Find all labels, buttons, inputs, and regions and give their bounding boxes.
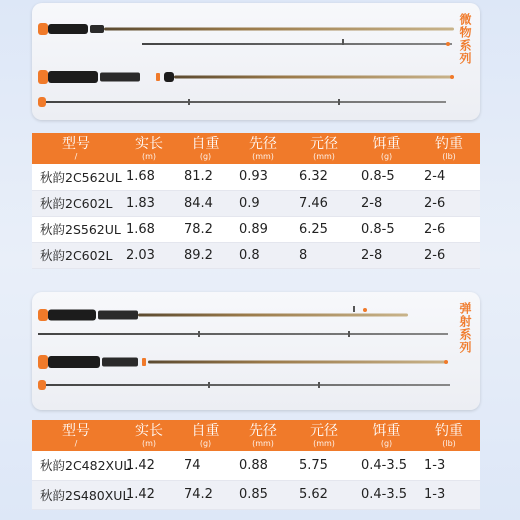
table-cell: 0.85 <box>233 480 293 509</box>
table-cell: 1-3 <box>418 451 480 480</box>
table-cell: 6.25 <box>293 216 355 242</box>
spec-table-shooting-series <box>32 420 480 510</box>
table-cell: 0.8-5 <box>355 216 418 242</box>
table-cell: 秋韵2C562UL <box>32 164 120 190</box>
table-cell: 81.2 <box>178 164 233 190</box>
table-cell: 秋韵2C602L <box>32 242 120 268</box>
table-cell: 6.32 <box>293 164 355 190</box>
column-header: 元径 (mm) <box>293 133 355 164</box>
spec-table-micro-series <box>32 133 480 269</box>
table-cell: 1-3 <box>418 480 480 509</box>
table-cell: 2-6 <box>418 190 480 216</box>
table-cell: 秋韵2C482XUL <box>32 451 120 480</box>
rod-image <box>38 306 458 324</box>
column-header: 实长 (m) <box>120 133 178 164</box>
table-cell: 7.46 <box>293 190 355 216</box>
table-row <box>32 216 480 242</box>
table-cell: 0.4-3.5 <box>355 480 418 509</box>
column-header: 饵重 (g) <box>355 133 418 164</box>
table-cell: 2-6 <box>418 242 480 268</box>
table-cell: 2-8 <box>355 190 418 216</box>
column-header: 钓重 (lb) <box>418 133 480 164</box>
table-cell: 0.8-5 <box>355 164 418 190</box>
column-header: 先径 (mm) <box>233 420 293 451</box>
column-header: 元径 (mm) <box>293 420 355 451</box>
table-cell: 1.68 <box>120 164 178 190</box>
table-cell: 8 <box>293 242 355 268</box>
column-header: 自重 (g) <box>178 133 233 164</box>
product-image-micro-series <box>32 3 480 120</box>
table-header-row <box>32 420 480 451</box>
table-cell: 1.42 <box>120 480 178 509</box>
table-cell: 0.93 <box>233 164 293 190</box>
table-row <box>32 190 480 216</box>
table-cell: 5.62 <box>293 480 355 509</box>
table-row <box>32 164 480 190</box>
table-cell: 5.75 <box>293 451 355 480</box>
table-row <box>32 242 480 268</box>
table-cell: 秋韵2C602L <box>32 190 120 216</box>
table-header-row <box>32 133 480 164</box>
table-cell: 1.68 <box>120 216 178 242</box>
rod-image <box>38 21 458 37</box>
table-cell: 74.2 <box>178 480 233 509</box>
rod-image <box>38 352 458 372</box>
column-header: 钓重 (lb) <box>418 420 480 451</box>
rod-section-image <box>38 378 458 392</box>
table-cell: 74 <box>178 451 233 480</box>
column-header: 实长 (m) <box>120 420 178 451</box>
rod-section-image <box>38 95 458 109</box>
column-header: 先径 (mm) <box>233 133 293 164</box>
table-cell: 2-4 <box>418 164 480 190</box>
table-cell: 2.03 <box>120 242 178 268</box>
table-cell: 0.88 <box>233 451 293 480</box>
table-cell: 0.9 <box>233 190 293 216</box>
rod-section-image <box>142 37 462 51</box>
table-cell: 秋韵2S480XUL <box>32 480 120 509</box>
table-cell: 89.2 <box>178 242 233 268</box>
table-cell: 84.4 <box>178 190 233 216</box>
series-label: 弹射系列 <box>458 302 472 354</box>
table-cell: 2-8 <box>355 242 418 268</box>
table-cell: 0.4-3.5 <box>355 451 418 480</box>
product-image-shooting-series <box>32 292 480 410</box>
column-header: 型号 / <box>32 133 120 164</box>
series-label: 微物系列 <box>458 13 472 65</box>
table-cell: 1.83 <box>120 190 178 216</box>
column-header: 型号 / <box>32 420 120 451</box>
table-cell: 0.8 <box>233 242 293 268</box>
table-row <box>32 451 480 480</box>
table-cell: 秋韵2S562UL <box>32 216 120 242</box>
column-header: 饵重 (g) <box>355 420 418 451</box>
table-cell: 78.2 <box>178 216 233 242</box>
table-cell: 2-6 <box>418 216 480 242</box>
column-header: 自重 (g) <box>178 420 233 451</box>
table-cell: 0.89 <box>233 216 293 242</box>
rod-section-image <box>38 328 458 340</box>
table-cell: 1.42 <box>120 451 178 480</box>
table-row <box>32 480 480 509</box>
rod-image <box>38 67 458 87</box>
